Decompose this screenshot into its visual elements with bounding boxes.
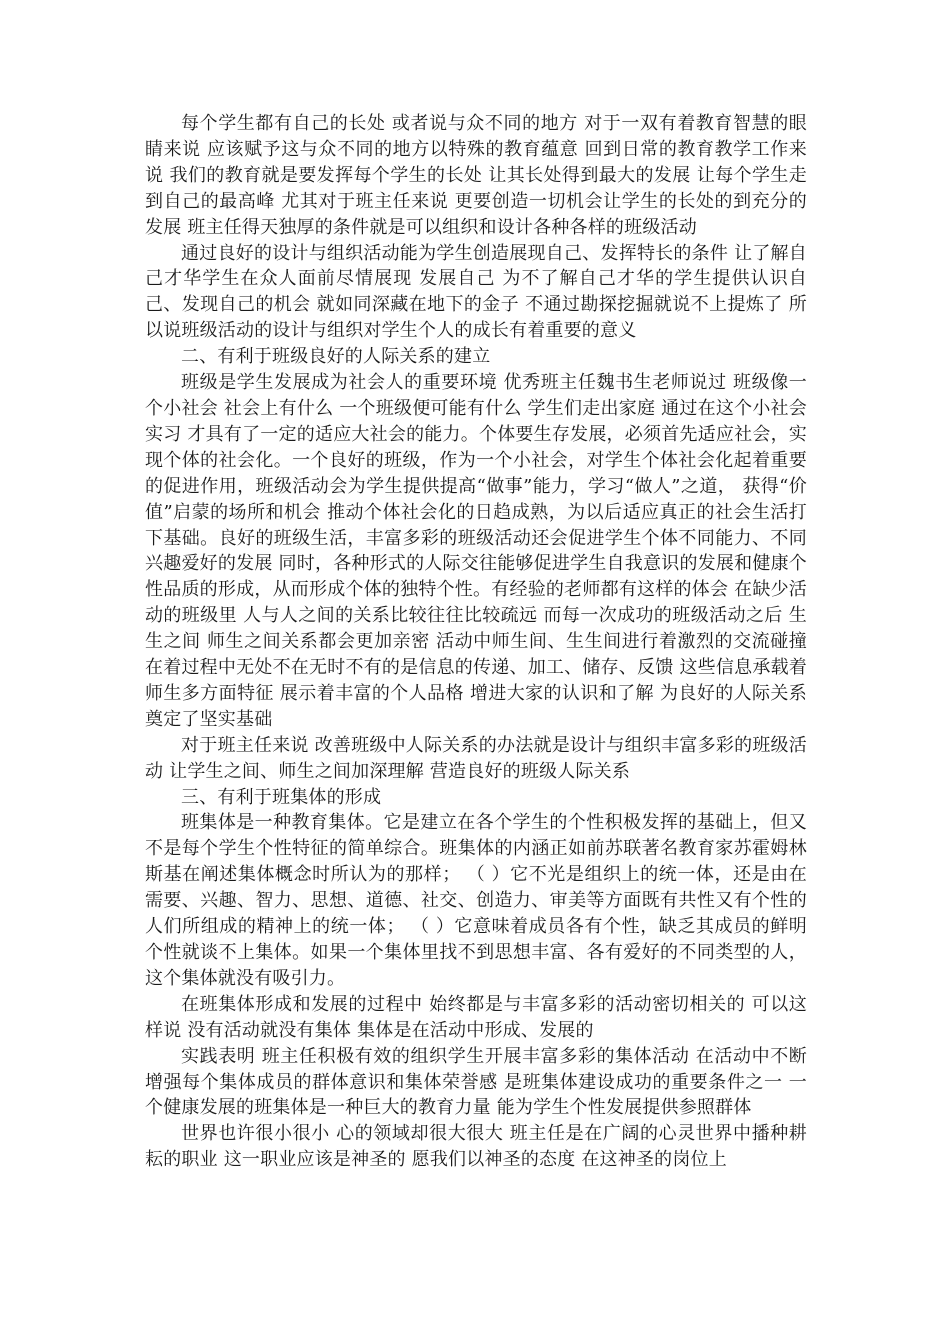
paragraph-2: 通过良好的设计与组织活动能为学生创造展现自己、发挥特长的条件 让了解自己才华学生在众人面前尽情展现 发展自己 为不了解自己才华的学生提供认识自己、发现自己的机会 就如同深藏在地下的金子 不通过勘探挖掘就说不上提炼了 所以说班级活动的设计与组织对学生个人的成长有着重要的意义	[145, 242, 807, 342]
paragraph-1: 每个学生都有自己的长处 或者说与众不同的地方 对于一双有着教育智慧的眼睛来说 应该赋予这与众不同的地方以特殊的教育蕴意 回到日常的教育教学工作来说 我们的教育就是要发挥每个学生的长处 让其长处得到最大的发展 让每个学生走到自己的最高峰 尤其对于班主任来说 更要创造一切机会让学生的长处的到充分的发展 班主任得天独厚的条件就是可以组织和设计各种各样的班级活动	[145, 113, 807, 238]
paragraph-4: 对于班主任来说 改善班级中人际关系的办法就是设计与组织丰富多彩的班级活动 让学生之间、师生之间加深理解 营造良好的班级人际关系	[145, 734, 807, 782]
section-heading-2: 二、有利于班级良好的人际关系的建立	[181, 346, 491, 368]
paragraph-7: 实践表明 班主任积极有效的组织学生开展丰富多彩的集体活动 在活动中不断增强每个集体成员的群体意识和集体荣誉感 是班集体建设成功的重要条件之一 一个健康发展的班集体是一种巨大的教育力量 能为学生个性发展提供参照群体	[145, 1045, 807, 1119]
paragraph-8: 世界也许很小很小 心的领域却很大很大 班主任是在广阔的心灵世界中播种耕耘的职业 这一职业应该是神圣的 愿我们以神圣的态度 在这神圣的岗位上	[145, 1123, 807, 1171]
section-heading-3: 三、有利于班集体的形成	[181, 786, 382, 808]
document-page	[145, 111, 807, 1173]
paragraph-3: 班级是学生发展成为社会人的重要环境 优秀班主任魏书生老师说过 班级像一个小社会 社会上有什么 一个班级便可能有什么 学生们走出家庭 通过在这个小社会实习 才具有了一定的适应大社会的能力。个体要生存发展，必须首先适应社会，实现个体的社会化。一个良好的班级，作为一个小社会，对学生个体社会化起着重要的促进作用，班级活动会为学生提供提高“做事”能力，学习“做人”之道， 获得“价值”启蒙的场所和机会 推动个体社会化的日趋成熟，为以后适应真正的社会生活打下基础。良好的班级生活，丰富多彩的班级活动还会促进学生个体不同能力、不同兴趣爱好的发展 同时，各种形式的人际交往能够促进学生自我意识的发展和健康个性品质的形成，从而形成个体的独特个性。有经验的老师都有这样的体会 在缺少活动的班级里 人与人之间的关系比较往往比较疏远 而每一次成功的班级活动之后 生生之间 师生之间关系都会更加亲密 活动中师生间、生生间进行着激烈的交流碰撞 在着过程中无处不在无时不有的是信息的传递、加工、储存、反馈 这些信息承载着师生多方面特征 展示着丰富的个人品格 增进大家的认识和了解 为良好的人际关系奠定了坚实基础	[145, 372, 807, 730]
paragraph-6: 在班集体形成和发展的过程中 始终都是与丰富多彩的活动密切相关的 可以这样说 没有活动就没有集体 集体是在活动中形成、发展的	[145, 993, 807, 1041]
paragraph-5: 班集体是一种教育集体。它是建立在各个学生的个性积极发挥的基础上，但又不是每个学生个性特征的简单综合。班集体的内涵正如前苏联著名教育家苏霍姆林斯基在阐述集体概念时所认为的那样； （ ）它不光是组织上的统一体，还是由在需要、兴趣、智力、思想、道德、社交、创造力、审美等方面既有共性又有个性的人们所组成的精神上的统一体； （ ）它意味着成员各有个性，缺乏其成员的鲜明个性就谈不上集体。如果一个集体里找不到思想丰富、各有爱好的不同类型的人，这个集体就没有吸引力。	[145, 812, 807, 989]
